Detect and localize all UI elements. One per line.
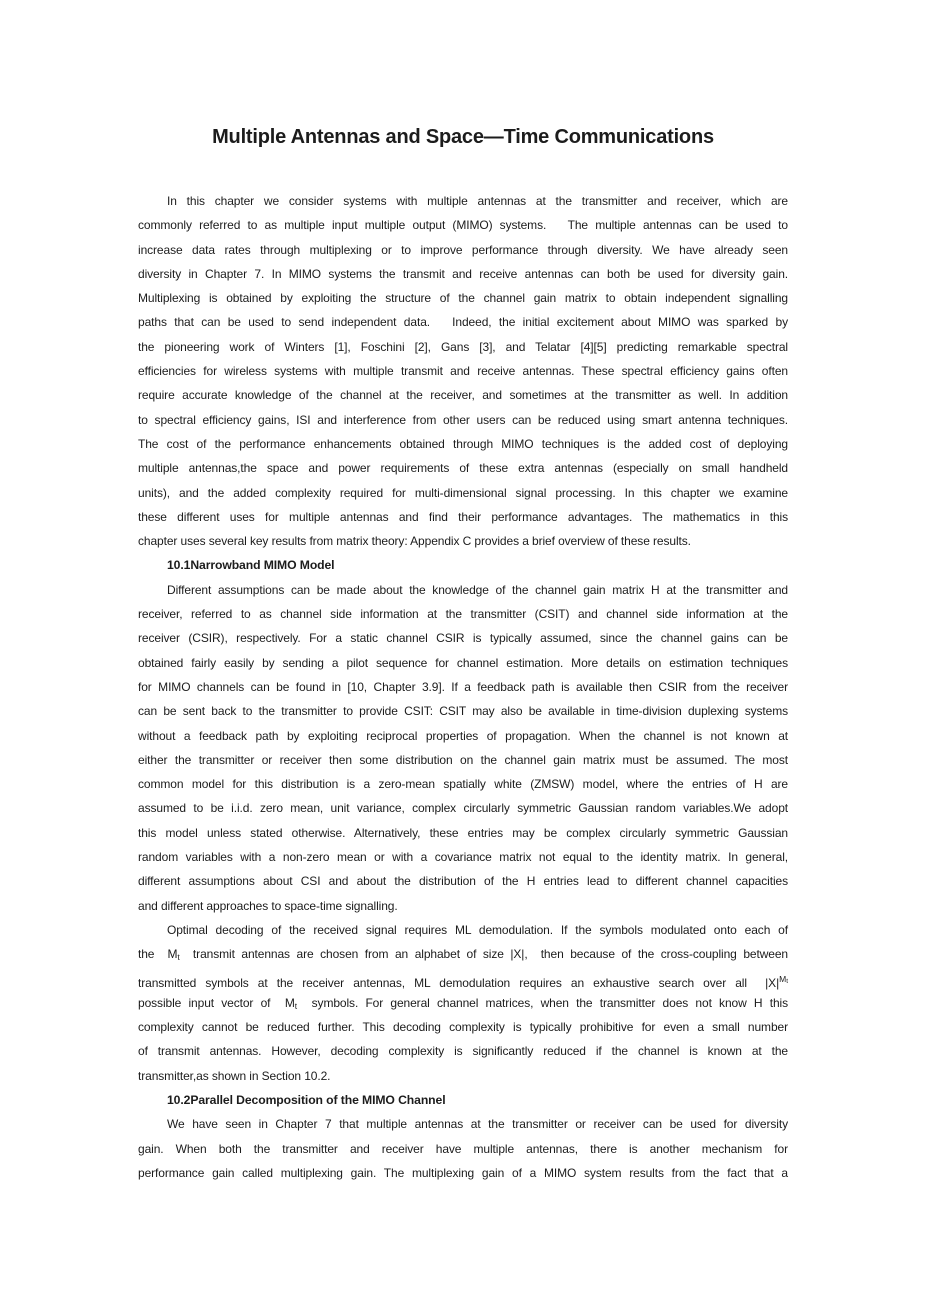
document-title: Multiple Antennas and Space—Time Communications (212, 126, 714, 148)
text-line: complexity cannot be reduced further. This decoding complexity is typically prohibitive for even a small number (138, 1020, 788, 1035)
text-line: increase data rates through multiplexing or to improve performance through diversity. We have already seen (138, 242, 788, 257)
text-line: without a feedback path by exploiting reciprocal properties of propagation. When the channel is not known at (138, 728, 788, 743)
text-line: commonly referred to as multiple input multiple output (MIMO) systems. The multiple antennas can be used to (138, 218, 788, 233)
text-line: Different assumptions can be made about the knowledge of the channel gain matrix H at the transmitter and (167, 582, 788, 597)
text-line: We have seen in Chapter 7 that multiple antennas at the transmitter or receiver can be used for diversity (167, 1117, 788, 1132)
text-line: the pioneering work of Winters [1], Foschini [2], Gans [3], and Telatar [4][5] predicting remarkable spectral (138, 339, 788, 354)
text-line: this model unless stated otherwise. Alternatively, these entries may be complex circularly symmetric Gaussian (138, 825, 788, 840)
text-line: performance gain called multiplexing gain. The multiplexing gain of a MIMO system results from the fact that a (138, 1165, 788, 1180)
text-line: gain. When both the transmitter and receiver have multiple antennas, there is another mechanism for (138, 1141, 788, 1156)
text-line: for MIMO channels can be found in [10, Chapter 3.9]. If a feedback path is available then CSIR from the receiver (138, 679, 788, 694)
document-content (138, 0, 788, 1185)
text-line: can be sent back to the transmitter to provide CSIT: CSIT may also be available in time-division duplexing systems (138, 704, 788, 719)
text-line: possible input vector of $M_t$ symbols. For general channel matrices, when the transmitter does not know H this (138, 995, 789, 1011)
text-line: assumed to be i.i.d. zero mean, unit variance, complex circularly symmetric Gaussian random variables.We adopt (138, 801, 788, 816)
text-line: of transmit antennas. However, decoding complexity is significantly reduced if the channel is known at the (138, 1044, 788, 1059)
text-line: the $M_t$ transmit antennas are chosen from an alphabet of size |X|, then because of the cross-coupling between (138, 947, 788, 963)
text-line: receiver (CSIR), respectively. For a static channel CSIR is typically assumed, since the channel gains can be (138, 631, 788, 646)
text-line: these different uses for multiple antennas and find their performance advantages. The mathematics in this (138, 509, 788, 524)
section-heading: 10.1Narrowband MIMO Model (167, 558, 335, 573)
text-line: paths that can be used to send independent data. Indeed, the initial excitement about MIMO was sparked by (138, 315, 788, 330)
text-line: The cost of the performance enhancements obtained through MIMO techniques is the added cost of deploying (138, 436, 788, 451)
text-line: and different approaches to space-time signalling. (138, 898, 398, 913)
text-line: units), and the added complexity required for multi-dimensional signal processing. In this chapter we examine (138, 485, 788, 500)
text-line: In this chapter we consider systems with multiple antennas at the transmitter and receiver, which are (167, 194, 788, 208)
text-line: multiple antennas,the space and power requirements of these extra antennas (especially on small handheld (138, 461, 788, 476)
section-heading: 10.2Parallel Decomposition of the MIMO Channel (167, 1092, 446, 1107)
text-line: Optimal decoding of the received signal requires ML demodulation. If the symbols modulated onto each of (167, 922, 788, 937)
text-line: to spectral efficiency gains, ISI and interference from other users can be reduced using smart antenna techniques. (138, 412, 788, 427)
text-line: diversity in Chapter 7. In MIMO systems the transmit and receive antennas can both be used for diversity gain. (138, 266, 788, 281)
text-line: Multiplexing is obtained by exploiting the structure of the channel gain matrix to obtain independent signalling (138, 291, 788, 306)
text-line: require accurate knowledge of the channel at the receiver, and sometimes at the transmitter as well. In addition (138, 388, 788, 403)
text-line: common model for this distribution is a zero-mean spatially white (ZMSW) model, where the entries of H are (138, 777, 788, 792)
text-line: receiver, referred to as channel side information at the transmitter (CSIT) and channel side information at the (138, 607, 788, 622)
text-line: random variables with a non-zero mean or with a covariance matrix not equal to the identity matrix. In general, (138, 850, 788, 865)
text-line: obtained fairly easily by sending a pilot sequence for channel estimation. More details on estimation techniques (138, 655, 788, 670)
text-line: either the transmitter or receiver then some distribution on the channel gain matrix must be assumed. The most (138, 752, 788, 767)
text-line: different assumptions about CSI and about the distribution of the H entries lead to different channel capacities (138, 874, 788, 889)
document-body (138, 189, 788, 1185)
text-line: transmitted symbols at the receiver antennas, ML demodulation requires an exhaustive search over all $|X|^{M_t}$ (138, 973, 788, 990)
text-line: efficiencies for wireless systems with multiple transmit and receive antennas. These spectral efficiency gains often (138, 364, 788, 379)
text-line: transmitter,as shown in Section 10.2. (138, 1068, 331, 1083)
text-line: chapter uses several key results from matrix theory: Appendix C provides a brief overview of these results. (138, 534, 691, 549)
